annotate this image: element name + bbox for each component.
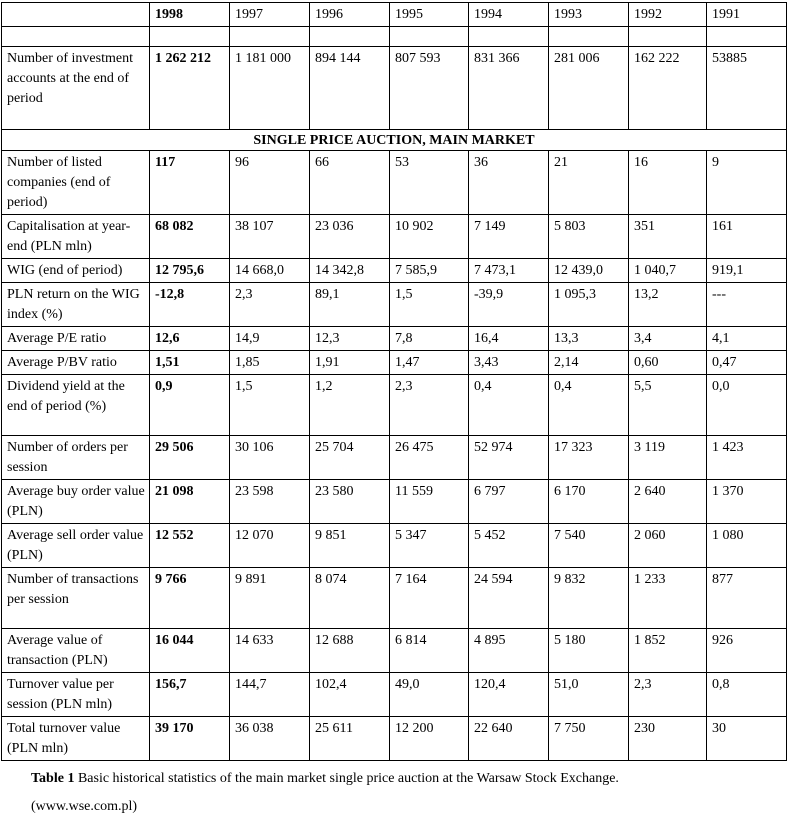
value-cell: 12 795,6 [150, 259, 230, 283]
value-cell: 7 750 [549, 717, 629, 761]
value-cell: 9 [707, 151, 787, 215]
value-cell: 13,2 [629, 283, 707, 327]
year-header-cell: 1993 [549, 3, 629, 27]
value-cell: 3,43 [469, 351, 549, 375]
year-header-cell: 1998 [150, 3, 230, 27]
value-cell: 7,8 [390, 327, 469, 351]
table-body [2, 3, 787, 761]
row-label: Turnover value per session (PLN mln) [2, 673, 150, 717]
row-label: WIG (end of period) [2, 259, 150, 283]
value-cell: 7 585,9 [390, 259, 469, 283]
value-cell: 12,3 [310, 327, 390, 351]
row-label: Average sell order value (PLN) [2, 524, 150, 568]
value-cell: 1,51 [150, 351, 230, 375]
value-cell: 12 070 [230, 524, 310, 568]
value-cell: 0,9 [150, 375, 230, 436]
value-cell: 5 452 [469, 524, 549, 568]
year-header-cell: 1995 [390, 3, 469, 27]
value-cell: 0,0 [707, 375, 787, 436]
value-cell: 9 766 [150, 568, 230, 629]
value-cell: 36 038 [230, 717, 310, 761]
empty-cell [469, 27, 549, 47]
row-label: Average buy order value (PLN) [2, 480, 150, 524]
value-cell: 6 814 [390, 629, 469, 673]
row-label: Dividend yield at the end of period (%) [2, 375, 150, 436]
accounts-row [2, 47, 787, 130]
table-row [2, 568, 787, 629]
value-cell: 10 902 [390, 215, 469, 259]
value-cell: 30 106 [230, 436, 310, 480]
value-cell: 14,9 [230, 327, 310, 351]
empty-cell [390, 27, 469, 47]
row-label: Average value of transaction (PLN) [2, 629, 150, 673]
value-cell: 0,47 [707, 351, 787, 375]
value-cell: 144,7 [230, 673, 310, 717]
row-label: Number of investment accounts at the end of period [2, 47, 150, 130]
row-label: Number of transactions per session [2, 568, 150, 629]
value-cell: 16 [629, 151, 707, 215]
value-cell: 53 [390, 151, 469, 215]
value-cell: 1,47 [390, 351, 469, 375]
caption-source: (www.wse.com.pl) [31, 799, 138, 814]
value-cell: 5,5 [629, 375, 707, 436]
value-cell: 3 119 [629, 436, 707, 480]
value-cell: -12,8 [150, 283, 230, 327]
value-cell: 36 [469, 151, 549, 215]
value-cell: 117 [150, 151, 230, 215]
value-cell: 14 342,8 [310, 259, 390, 283]
value-cell: 66 [310, 151, 390, 215]
value-cell: 162 222 [629, 47, 707, 130]
value-cell: 11 559 [390, 480, 469, 524]
table-row [2, 283, 787, 327]
table-row [2, 151, 787, 215]
value-cell: 24 594 [469, 568, 549, 629]
value-cell: 7 149 [469, 215, 549, 259]
year-header-cell: 1992 [629, 3, 707, 27]
table-row [2, 215, 787, 259]
value-cell: 1 262 212 [150, 47, 230, 130]
section-title: SINGLE PRICE AUCTION, MAIN MARKET [2, 130, 787, 151]
table-row [2, 673, 787, 717]
value-cell: 2,3 [390, 375, 469, 436]
value-cell: 13,3 [549, 327, 629, 351]
value-cell: 29 506 [150, 436, 230, 480]
value-cell: 53885 [707, 47, 787, 130]
value-cell: 89,1 [310, 283, 390, 327]
header-corner-cell [2, 3, 150, 27]
value-cell: 51,0 [549, 673, 629, 717]
value-cell: 5 180 [549, 629, 629, 673]
empty-cell [707, 27, 787, 47]
empty-cell [150, 27, 230, 47]
table-row [2, 436, 787, 480]
value-cell: 23 598 [230, 480, 310, 524]
value-cell: 9 891 [230, 568, 310, 629]
row-label: Average P/E ratio [2, 327, 150, 351]
row-label: Average P/BV ratio [2, 351, 150, 375]
empty-cell [549, 27, 629, 47]
value-cell: 807 593 [390, 47, 469, 130]
value-cell: 68 082 [150, 215, 230, 259]
value-cell: 12 552 [150, 524, 230, 568]
value-cell: 49,0 [390, 673, 469, 717]
value-cell: 351 [629, 215, 707, 259]
year-header-cell: 1991 [707, 3, 787, 27]
value-cell: 9 832 [549, 568, 629, 629]
value-cell: 1 233 [629, 568, 707, 629]
section-row [2, 130, 787, 151]
value-cell: 0,60 [629, 351, 707, 375]
year-header-row [2, 3, 787, 27]
value-cell: 1,5 [390, 283, 469, 327]
value-cell: 2,14 [549, 351, 629, 375]
value-cell: 1,5 [230, 375, 310, 436]
value-cell: 96 [230, 151, 310, 215]
year-header-cell: 1994 [469, 3, 549, 27]
value-cell: 2,3 [629, 673, 707, 717]
value-cell: 12 688 [310, 629, 390, 673]
value-cell: 7 540 [549, 524, 629, 568]
row-label: PLN return on the WIG index (%) [2, 283, 150, 327]
value-cell: 4 895 [469, 629, 549, 673]
value-cell: 4,1 [707, 327, 787, 351]
value-cell: 39 170 [150, 717, 230, 761]
spacer-row [2, 27, 787, 47]
value-cell: 12,6 [150, 327, 230, 351]
value-cell: 21 098 [150, 480, 230, 524]
row-label: Number of orders per session [2, 436, 150, 480]
value-cell: 7 164 [390, 568, 469, 629]
table-row [2, 375, 787, 436]
value-cell: 1 080 [707, 524, 787, 568]
value-cell: 6 797 [469, 480, 549, 524]
value-cell: 926 [707, 629, 787, 673]
value-cell: 16,4 [469, 327, 549, 351]
empty-cell [310, 27, 390, 47]
value-cell: 1,91 [310, 351, 390, 375]
statistics-table [1, 2, 787, 761]
row-label: Number of listed companies (end of period) [2, 151, 150, 215]
value-cell: --- [707, 283, 787, 327]
empty-cell [2, 27, 150, 47]
value-cell: 877 [707, 568, 787, 629]
value-cell: 161 [707, 215, 787, 259]
table-row [2, 351, 787, 375]
value-cell: 831 366 [469, 47, 549, 130]
value-cell: 120,4 [469, 673, 549, 717]
value-cell: -39,9 [469, 283, 549, 327]
value-cell: 25 704 [310, 436, 390, 480]
value-cell: 12 200 [390, 717, 469, 761]
value-cell: 8 074 [310, 568, 390, 629]
value-cell: 0,8 [707, 673, 787, 717]
value-cell: 52 974 [469, 436, 549, 480]
value-cell: 6 170 [549, 480, 629, 524]
value-cell: 7 473,1 [469, 259, 549, 283]
value-cell: 1 040,7 [629, 259, 707, 283]
value-cell: 281 006 [549, 47, 629, 130]
table-row [2, 524, 787, 568]
row-label: Capitalisation at year-end (PLN mln) [2, 215, 150, 259]
value-cell: 23 036 [310, 215, 390, 259]
table-row [2, 259, 787, 283]
value-cell: 1,85 [230, 351, 310, 375]
value-cell: 1,2 [310, 375, 390, 436]
table-caption [31, 769, 619, 789]
value-cell: 0,4 [469, 375, 549, 436]
value-cell: 9 851 [310, 524, 390, 568]
value-cell: 1 095,3 [549, 283, 629, 327]
value-cell: 14 668,0 [230, 259, 310, 283]
table-row [2, 629, 787, 673]
empty-cell [629, 27, 707, 47]
value-cell: 1 852 [629, 629, 707, 673]
empty-cell [230, 27, 310, 47]
value-cell: 919,1 [707, 259, 787, 283]
value-cell: 23 580 [310, 480, 390, 524]
value-cell: 1 370 [707, 480, 787, 524]
value-cell: 2 640 [629, 480, 707, 524]
caption-text: Basic historical statistics of the main market single price auction at the Warsaw Stock Exchange. [74, 771, 619, 786]
value-cell: 30 [707, 717, 787, 761]
value-cell: 5 347 [390, 524, 469, 568]
value-cell: 230 [629, 717, 707, 761]
value-cell: 1 181 000 [230, 47, 310, 130]
table-row [2, 327, 787, 351]
value-cell: 2 060 [629, 524, 707, 568]
value-cell: 17 323 [549, 436, 629, 480]
value-cell: 21 [549, 151, 629, 215]
value-cell: 156,7 [150, 673, 230, 717]
value-cell: 894 144 [310, 47, 390, 130]
value-cell: 25 611 [310, 717, 390, 761]
value-cell: 5 803 [549, 215, 629, 259]
value-cell: 38 107 [230, 215, 310, 259]
value-cell: 12 439,0 [549, 259, 629, 283]
table-row [2, 480, 787, 524]
value-cell: 0,4 [549, 375, 629, 436]
value-cell: 26 475 [390, 436, 469, 480]
year-header-cell: 1997 [230, 3, 310, 27]
value-cell: 22 640 [469, 717, 549, 761]
row-label: Total turnover value (PLN mln) [2, 717, 150, 761]
value-cell: 16 044 [150, 629, 230, 673]
value-cell: 3,4 [629, 327, 707, 351]
table-row [2, 717, 787, 761]
value-cell: 2,3 [230, 283, 310, 327]
value-cell: 1 423 [707, 436, 787, 480]
value-cell: 102,4 [310, 673, 390, 717]
caption-prefix: Table 1 [31, 771, 75, 786]
year-header-cell: 1996 [310, 3, 390, 27]
value-cell: 14 633 [230, 629, 310, 673]
